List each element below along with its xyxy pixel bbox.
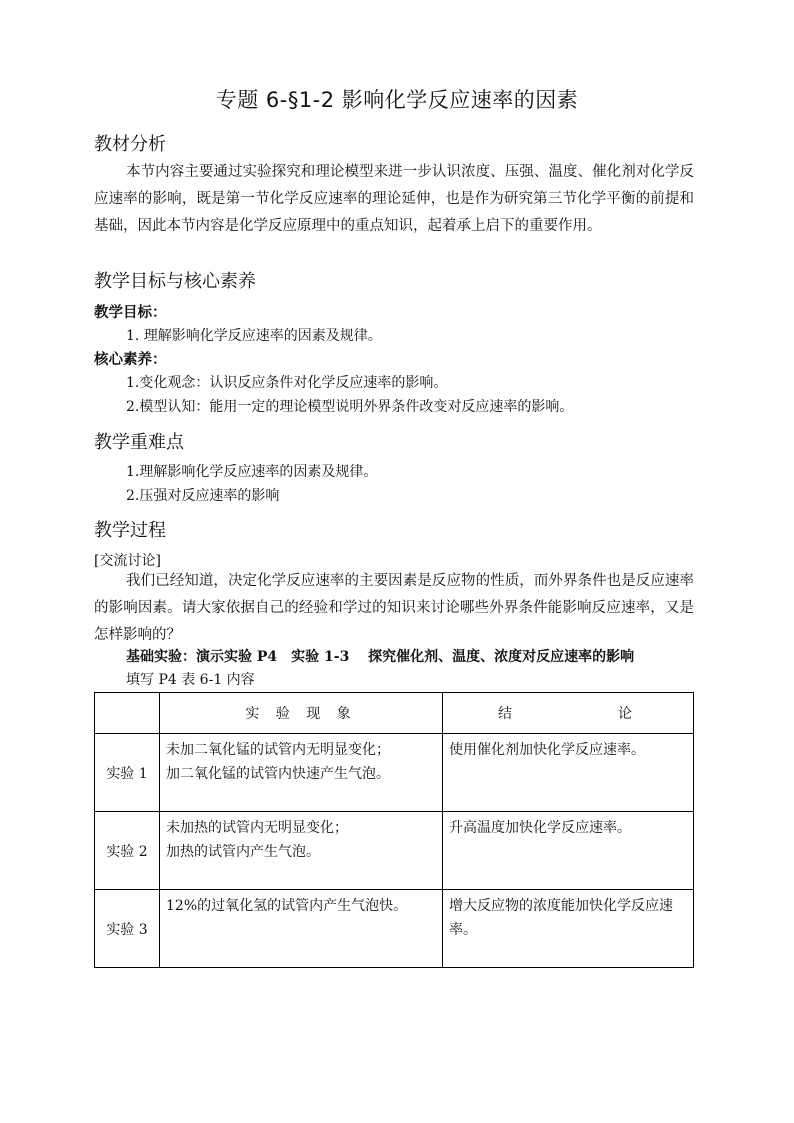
heading-analysis: 教材分析 bbox=[94, 134, 166, 155]
conclusion-cell: 使用催化剂加快化学反应速率。 bbox=[443, 734, 694, 812]
observation-line: 加热的试管内产生气泡。 bbox=[166, 844, 320, 860]
table-header-blank bbox=[95, 693, 160, 734]
table-header-conclusion: 结 论 bbox=[443, 693, 694, 734]
row-label: 实验 3 bbox=[95, 890, 160, 968]
table-row bbox=[95, 812, 694, 890]
observation-line: 12%的过氧化氢的试管内产生气泡快。 bbox=[166, 898, 408, 914]
table-row bbox=[95, 734, 694, 812]
experiment-table bbox=[94, 692, 694, 968]
heading-goals: 教学目标与核心素养 bbox=[94, 271, 256, 292]
conclusion-cell: 升高温度加快化学反应速率。 bbox=[443, 812, 694, 890]
key-point-item: 2.压强对反应速率的影响 bbox=[126, 488, 280, 504]
observation-line: 未加热的试管内无明显变化； bbox=[166, 820, 348, 836]
goal-label: 教学目标： bbox=[94, 305, 167, 321]
observation-cell bbox=[160, 812, 443, 890]
table-header-row bbox=[95, 693, 694, 734]
key-point-item: 1.理解影响化学反应速率的因素及规律。 bbox=[126, 464, 378, 480]
core-item: 1.变化观念：认识反应条件对化学反应速率的影响。 bbox=[126, 375, 448, 391]
heading-process: 教学过程 bbox=[94, 520, 166, 541]
fill-instruction: 填写 P4 表 6-1 内容 bbox=[126, 672, 255, 688]
analysis-paragraph: 本节内容主要通过实验探究和理论模型来进一步认识浓度、压强、温度、催化剂对化学反应速率的影响，既是第一节化学反应速率的理论延伸，也是作为研究第三节化学平衡的前提和基础，因此本节内容是化学反应原理中的重点知识，起着承上启下的重要作用。 bbox=[94, 164, 694, 234]
observation-cell bbox=[160, 734, 443, 812]
discussion-tag: [交流讨论] bbox=[94, 553, 161, 569]
observation-cell bbox=[160, 890, 443, 968]
observation-line: 未加二氧化锰的试管内无明显变化； bbox=[166, 742, 390, 758]
core-item: 2.模型认知：能用一定的理论模型说明外界条件改变对反应速率的影响。 bbox=[126, 399, 574, 415]
row-label: 实验 1 bbox=[95, 734, 160, 812]
goal-item: 1. 理解影响化学反应速率的因素及规律。 bbox=[126, 328, 382, 344]
process-paragraph: 我们已经知道，决定化学反应速率的主要因素是反应物的性质，而外界条件也是反应速率的影响因素。请大家依据自己的经验和学过的知识来讨论哪些外界条件能影响反应速率，又是怎样影响的？ bbox=[94, 573, 694, 643]
experiment-heading: 基础实验：演示实验 P4 实验 1-3 探究催化剂、温度、浓度对反应速率的影响 bbox=[126, 649, 635, 665]
core-label: 核心素养： bbox=[94, 352, 167, 368]
table-row bbox=[95, 890, 694, 968]
observation-line: 加二氧化锰的试管内快速产生气泡。 bbox=[166, 766, 390, 782]
table-header-observation: 实 验 现 象 bbox=[160, 693, 443, 734]
heading-key-points: 教学重难点 bbox=[94, 432, 184, 453]
page-title: 专题 6-§1-2 影响化学反应速率的因素 bbox=[215, 88, 579, 112]
row-label: 实验 2 bbox=[95, 812, 160, 890]
conclusion-cell: 增大反应物的浓度能加快化学反应速率。 bbox=[443, 890, 694, 968]
